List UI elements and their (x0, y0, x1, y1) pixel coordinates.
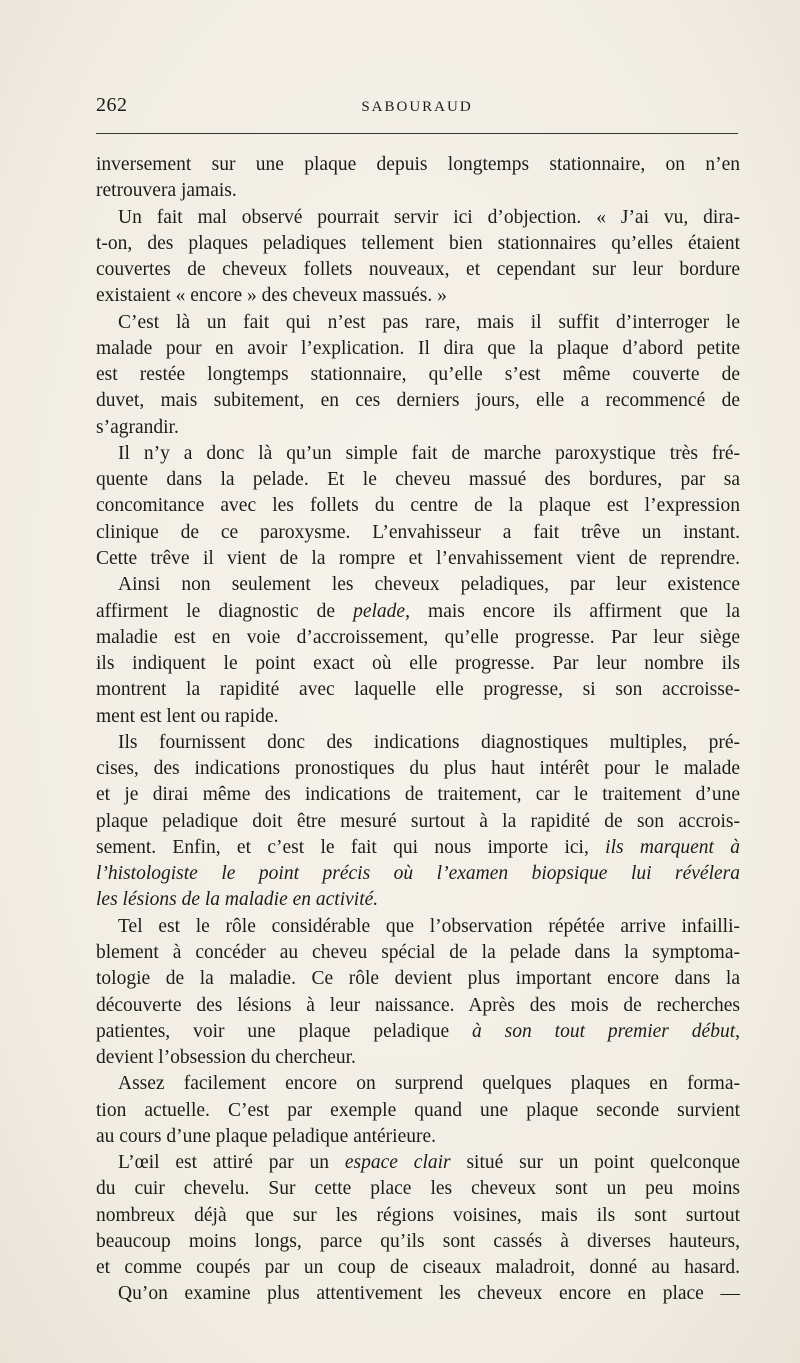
text-line: devient l’obsession du chercheur. (96, 1047, 356, 1069)
italic-text: espace clair (344, 1152, 451, 1174)
text-line: et comme coupés par un coup de ciseaux maladroit, donné au hasard. (96, 1257, 740, 1279)
body-text (96, 152, 740, 1308)
page-number: 262 (96, 94, 128, 116)
text-line: Il n’y a donc là qu’un simple fait de marche paroxystique très fré- (118, 442, 740, 464)
text-line: est restée longtemps stationnaire, qu’elle s’est même couverte de (96, 364, 740, 386)
running-head: SABOURAUD (361, 99, 473, 115)
text-line: montrent la rapidité avec laquelle elle progresse, si son accroisse- (96, 679, 740, 701)
text-line: découverte des lésions à leur naissance. Après des mois de recherches (96, 994, 740, 1016)
text-line: beaucoup moins longs, parce qu’ils sont cassés à diverses hauteurs, (96, 1230, 740, 1252)
text-line: plaque peladique doit être mesuré surtout à la rapidité de son accrois- (96, 810, 740, 832)
text-line: Assez facilement encore on surprend quelques plaques en forma- (118, 1073, 740, 1095)
text-line: Cette trêve il vient de la rompre et l’envahissement vient de reprendre. (96, 547, 740, 569)
italic-text: l’histologiste le point précis où l’examen biopsique lui révélera (96, 863, 740, 885)
text-line: tologie de la maladie. Ce rôle devient plus important encore dans la (96, 968, 740, 990)
text-line: duvet, mais subitement, en ces derniers jours, elle a recommencé de (96, 390, 740, 412)
text-line: Ils fournissent donc des indications diagnostiques multiples, pré- (118, 731, 740, 753)
text-line: tion actuelle. C’est par exemple quand une plaque seconde survient (96, 1099, 740, 1121)
text-line: retrouvera jamais. (96, 180, 237, 202)
text-line: sement. Enfin, et c’est le fait qui nous importe ici, ils marquent à (96, 836, 740, 858)
text-line: ment est lent ou rapide. (96, 705, 279, 727)
italic-text: pelade (353, 600, 406, 622)
text-line: inversement sur une plaque depuis longtemps stationnaire, on n’en (96, 154, 740, 175)
text-line: et je dirai même des indications de traitement, car le traitement d’une (96, 784, 740, 806)
text-line: nombreux déjà que sur les régions voisines, mais ils sont surtout (96, 1204, 740, 1226)
italic-text: ils marquent à (605, 836, 740, 858)
text-line: maladie est en voie d’accroissement, qu’elle progresse. Par leur siège (96, 626, 740, 648)
text-line: clinique de ce paroxysme. L’envahisseur a fait trêve un instant. (96, 521, 740, 543)
text-line: concomitance avec les follets du centre de la plaque est l’expression (96, 495, 740, 517)
text-line: ils indiquent le point exact où elle progresse. Par leur nombre ils (96, 653, 740, 675)
text-line: patientes, voir une plaque peladique à son tout premier début, (96, 1020, 740, 1042)
text-line: Qu’on examine plus attentivement les cheveux encore en place — (118, 1283, 740, 1305)
text-line: Un fait mal observé pourrait servir ici d’objection. « J’ai vu, dira- (118, 206, 740, 228)
header-rule (96, 133, 738, 134)
text-line: Ainsi non seulement les cheveux peladiques, par leur existence (118, 574, 740, 596)
text-line: t-on, des plaques peladiques tellement bien stationnaires qu’elles étaient (96, 232, 740, 254)
text-line: existaient « encore » des cheveux massués. » (96, 285, 447, 307)
text-line: Tel est le rôle considérable que l’observation répétée arrive infailli- (118, 915, 740, 937)
text-line (96, 887, 740, 913)
text-line: cises, des indications pronostiques du plus haut intérêt pour le malade (96, 758, 740, 780)
text-line: quente dans la pelade. Et le cheveu massué des bordures, par sa (96, 469, 740, 491)
text-line: au cours d’une plaque peladique antérieure. (96, 1125, 437, 1147)
text-line: L’œil est attiré par un espace clair situé sur un point quelconque (118, 1152, 740, 1174)
text-line: s’agrandir. (96, 416, 179, 438)
italic-text: à son tout premier début (472, 1020, 736, 1042)
text-line: couvertes de cheveux follets nouveaux, et cependant sur leur bordure (96, 259, 740, 281)
text-line: C’est là un fait qui n’est pas rare, mais il suffit d’interroger le (118, 311, 740, 333)
text-line: malade pour en avoir l’explication. Il dira que la plaque d’abord petite (96, 337, 740, 359)
text-line: affirment le diagnostic de pelade, mais encore ils affirment que la (96, 600, 740, 622)
text-line: blement à concéder au cheveu spécial de la pelade dans la symptoma- (96, 941, 740, 963)
italic-text: les lésions de la maladie en activité. (96, 889, 379, 911)
text-line (96, 861, 740, 887)
text-line: du cuir chevelu. Sur cette place les cheveux sont un peu moins (96, 1178, 740, 1200)
page-header (96, 94, 738, 124)
